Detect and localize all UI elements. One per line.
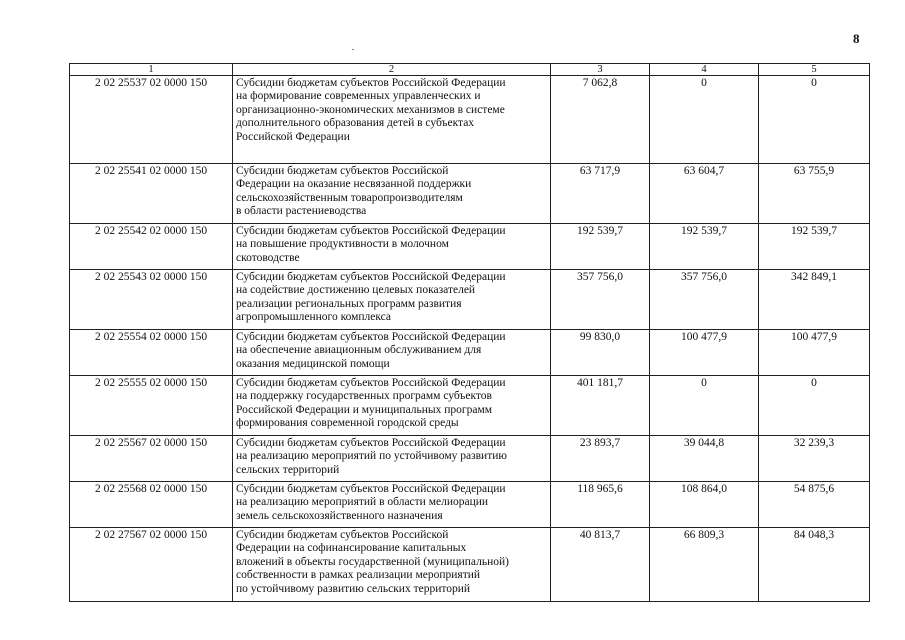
description <box>233 224 551 270</box>
description-line: Федерации на софинансирование капитальных <box>236 542 467 555</box>
budget-code: 2 02 25568 02 0000 150 <box>70 482 233 528</box>
budget-code: 2 02 25537 02 0000 150 <box>70 76 233 164</box>
amount-col5: 100 477,9 <box>759 330 870 376</box>
column-header: 1 <box>70 64 233 76</box>
scan-speck <box>352 49 354 50</box>
amount-col3: 7 062,8 <box>551 76 650 164</box>
description-line: Субсидии бюджетам субъектов Российской Федерации <box>236 483 506 495</box>
description-line: Субсидии бюджетам субъектов Российской Федерации <box>236 225 506 237</box>
description-line: Федерации на оказание несвязанной поддержки <box>236 178 472 191</box>
budget-code: 2 02 25567 02 0000 150 <box>70 436 233 482</box>
description <box>233 164 551 224</box>
amount-col3: 40 813,7 <box>551 528 650 602</box>
budget-table <box>69 63 870 602</box>
description-line: собственности в рамках реализации мероприятий <box>236 569 481 582</box>
description <box>233 330 551 376</box>
amount-col4: 192 539,7 <box>650 224 759 270</box>
description-line: Субсидии бюджетам субъектов Российской <box>236 529 449 541</box>
table-row <box>70 436 870 482</box>
amount-col5: 342 849,1 <box>759 270 870 330</box>
amount-col5: 0 <box>759 76 870 164</box>
amount-col4: 39 044,8 <box>650 436 759 482</box>
amount-col4: 66 809,3 <box>650 528 759 602</box>
amount-col3: 357 756,0 <box>551 270 650 330</box>
table-row <box>70 224 870 270</box>
budget-code: 2 02 25555 02 0000 150 <box>70 376 233 436</box>
amount-col4: 100 477,9 <box>650 330 759 376</box>
table-row <box>70 76 870 164</box>
table-row <box>70 376 870 436</box>
amount-col5: 54 875,6 <box>759 482 870 528</box>
description <box>233 436 551 482</box>
description-line: на повышение продуктивности в молочном <box>236 238 449 251</box>
amount-col3: 63 717,9 <box>551 164 650 224</box>
budget-code: 2 02 27567 02 0000 150 <box>70 528 233 602</box>
description-line: скотоводстве <box>236 251 300 264</box>
amount-col3: 401 181,7 <box>551 376 650 436</box>
amount-col4: 0 <box>650 376 759 436</box>
description-line: Субсидии бюджетам субъектов Российской Федерации <box>236 271 506 283</box>
table-row <box>70 164 870 224</box>
amount-col5: 84 048,3 <box>759 528 870 602</box>
amount-col3: 99 830,0 <box>551 330 650 376</box>
description-line: Субсидии бюджетам субъектов Российской Федерации <box>236 437 506 449</box>
amount-col3: 118 965,6 <box>551 482 650 528</box>
amount-col5: 63 755,9 <box>759 164 870 224</box>
description-line: оказания медицинской помощи <box>236 357 390 370</box>
description <box>233 76 551 164</box>
description-line: дополнительного образования детей в субъектах <box>236 117 475 130</box>
description-line: на реализацию мероприятий в области мелиорации <box>236 496 489 509</box>
amount-col4: 357 756,0 <box>650 270 759 330</box>
column-number-row <box>70 64 870 76</box>
amount-col4: 108 864,0 <box>650 482 759 528</box>
column-header: 2 <box>233 64 551 76</box>
description-line: земель сельскохозяйственного назначения <box>236 509 443 522</box>
amount-col5: 192 539,7 <box>759 224 870 270</box>
description-line: Субсидии бюджетам субъектов Российской Федерации <box>236 377 506 389</box>
description <box>233 482 551 528</box>
description-line: на обеспечение авиационным обслуживанием для <box>236 344 482 357</box>
description-line: Российской Федерации <box>236 130 350 143</box>
description-line: на поддержку государственных программ субъектов <box>236 390 492 403</box>
budget-code: 2 02 25542 02 0000 150 <box>70 224 233 270</box>
budget-code: 2 02 25554 02 0000 150 <box>70 330 233 376</box>
description <box>233 528 551 602</box>
description-line: Субсидии бюджетам субъектов Российской Федерации <box>236 331 506 343</box>
table-row <box>70 528 870 602</box>
amount-col3: 192 539,7 <box>551 224 650 270</box>
table-row <box>70 270 870 330</box>
description-line: сельских территорий <box>236 463 340 476</box>
description-line: сельскохозяйственным товаропроизводителям <box>236 191 463 204</box>
amount-col5: 0 <box>759 376 870 436</box>
page-number: 8 <box>853 31 860 46</box>
description-line: на реализацию мероприятий по устойчивому развитию <box>236 450 507 463</box>
budget-code: 2 02 25541 02 0000 150 <box>70 164 233 224</box>
description-line: на содействие достижению целевых показателей <box>236 284 476 297</box>
table-row <box>70 482 870 528</box>
description-line: агропромышленного комплекса <box>236 311 392 324</box>
amount-col3: 23 893,7 <box>551 436 650 482</box>
description-line: реализации региональных программ развития <box>236 297 462 310</box>
description-line: на формирование современных управленческих и <box>236 90 481 103</box>
description <box>233 376 551 436</box>
amount-col4: 0 <box>650 76 759 164</box>
table-row <box>70 330 870 376</box>
column-header: 3 <box>551 64 650 76</box>
description <box>233 270 551 330</box>
description-line: по устойчивому развитию сельских территорий <box>236 582 471 595</box>
description-line: в области растениеводства <box>236 205 367 218</box>
amount-col5: 32 239,3 <box>759 436 870 482</box>
column-header: 4 <box>650 64 759 76</box>
description-line: организационно-экономических механизмов в системе <box>236 103 505 116</box>
description-line: вложений в объекты государственной (муниципальной) <box>236 555 509 568</box>
description-line: Субсидии бюджетам субъектов Российской <box>236 165 449 177</box>
description-line: Субсидии бюджетам субъектов Российской Федерации <box>236 77 506 89</box>
column-header: 5 <box>759 64 870 76</box>
description-line: формирования современной городской среды <box>236 417 459 430</box>
description-line: Российской Федерации и муниципальных программ <box>236 403 493 416</box>
amount-col4: 63 604,7 <box>650 164 759 224</box>
budget-code: 2 02 25543 02 0000 150 <box>70 270 233 330</box>
